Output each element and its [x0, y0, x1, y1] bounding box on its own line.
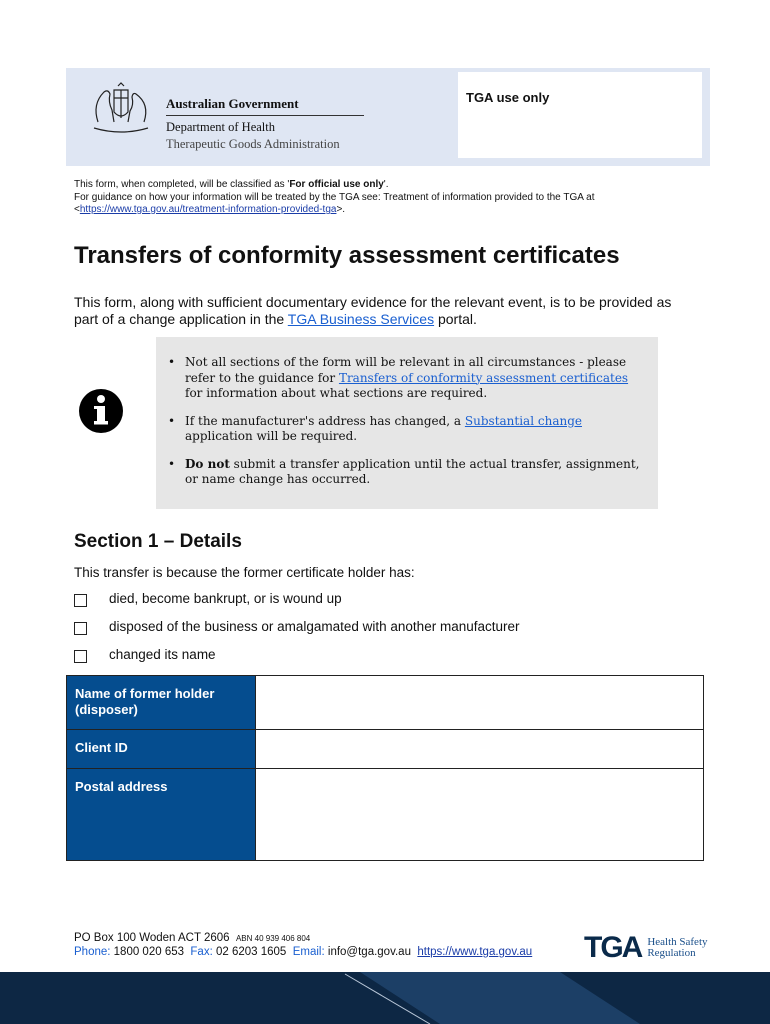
former-holder-table	[66, 675, 704, 861]
former-holder-name-label: Name of former holder (disposer)	[67, 676, 256, 730]
bullet1-pre: Not all sections of the form will be relevant in all circumstances - please refer to the guidance for	[185, 355, 627, 385]
coat-of-arms-icon	[84, 82, 158, 138]
reason-option-disposed[interactable]	[74, 618, 520, 638]
email-value[interactable]: info@tga.gov.au	[327, 946, 411, 958]
checkbox-label: disposed of the business or amalgamated with another manufacturer	[109, 619, 520, 634]
info-bullet	[166, 457, 646, 488]
checkbox-label: changed its name	[109, 647, 216, 662]
bullet2-post: application will be required.	[185, 429, 358, 443]
substantial-change-link[interactable]: Substantial change	[464, 413, 582, 428]
table-row	[67, 730, 704, 769]
tga-use-only-box[interactable]	[458, 72, 702, 158]
fax-value: 02 6203 1605	[215, 946, 287, 958]
agency-name: Therapeutic Goods Administration	[166, 137, 340, 151]
info-bullet	[166, 355, 646, 402]
postal-address-label: Postal address	[67, 769, 256, 861]
reason-option-died[interactable]	[74, 590, 342, 610]
bullet2-pre: If the manufacturer's address has changed, a	[185, 413, 465, 428]
client-id-field[interactable]	[256, 730, 704, 769]
bullet1-post: for information about what sections are required.	[185, 386, 488, 400]
footer-band	[0, 972, 770, 1024]
treatment-info-link[interactable]: https://www.tga.gov.au/treatment-information-provided-tga	[79, 204, 337, 215]
note-line1-pre: This form, when completed, will be classified as '	[74, 179, 290, 190]
classification-note	[74, 179, 674, 217]
lead-pre: This form, along with sufficient documentary evidence for the relevant event, is to be provided as part of a change application in the	[74, 294, 672, 327]
note-link-close: >.	[336, 204, 346, 215]
page-title: Transfers of conformity assessment certificates	[74, 242, 620, 269]
table-row	[67, 769, 704, 861]
government-name: Australian Government	[166, 96, 299, 111]
postal-address-field[interactable]	[256, 769, 704, 861]
phone-label: Phone:	[74, 946, 111, 958]
website-link[interactable]: https://www.tga.gov.au	[417, 946, 533, 958]
lead-post: portal.	[434, 311, 477, 327]
transfers-guidance-link[interactable]: Transfers of conformity assessment certificates	[338, 370, 629, 385]
reason-option-name-change[interactable]	[74, 646, 216, 666]
footer-contacts	[74, 946, 532, 958]
checkbox[interactable]	[74, 650, 87, 663]
checkbox-label: died, become bankrupt, or is wound up	[109, 591, 342, 606]
note-line2: For guidance on how your information will be treated by the TGA see: Treatment of information provided to the TGA at	[74, 191, 595, 203]
checkbox[interactable]	[74, 594, 87, 607]
info-bullet	[166, 414, 646, 445]
checkbox[interactable]	[74, 622, 87, 635]
tga-logo-mark: TGA	[584, 931, 642, 964]
note-classification: For official use only	[289, 179, 384, 190]
tagline-line2: Regulation	[647, 947, 696, 959]
tga-business-services-link[interactable]: TGA Business Services	[287, 311, 435, 327]
phone-value: 1800 020 653	[113, 946, 185, 958]
info-callout	[156, 337, 658, 509]
tga-use-only-label: TGA use only	[466, 90, 550, 105]
info-icon	[76, 388, 126, 434]
transfer-reason-prompt: This transfer is because the former certificate holder has:	[74, 565, 415, 580]
section1-heading: Section 1 – Details	[74, 531, 242, 552]
bullet3-post: submit a transfer application until the actual transfer, assignment, or name change has occurred.	[185, 456, 640, 486]
bullet3-bold: Do not	[185, 456, 230, 471]
tga-logo	[584, 931, 708, 965]
header-banner	[66, 68, 710, 166]
table-row	[67, 676, 704, 730]
note-link-open: <	[74, 204, 80, 215]
department-name: Department of Health	[166, 120, 275, 134]
header-divider	[166, 115, 364, 116]
tga-logo-tagline	[647, 937, 707, 959]
lead-paragraph	[74, 294, 694, 328]
footer-po-box: PO Box 100 Woden ACT 2606	[74, 932, 230, 944]
footer-address	[74, 932, 310, 944]
email-label: Email:	[292, 946, 325, 958]
tagline-line1: Health Safety	[647, 936, 708, 948]
fax-label: Fax:	[190, 946, 213, 958]
former-holder-name-field[interactable]	[256, 676, 704, 730]
client-id-label: Client ID	[67, 730, 256, 769]
note-line1-post: '.	[383, 179, 389, 190]
footer-abn: ABN 40 939 406 804	[235, 934, 311, 943]
